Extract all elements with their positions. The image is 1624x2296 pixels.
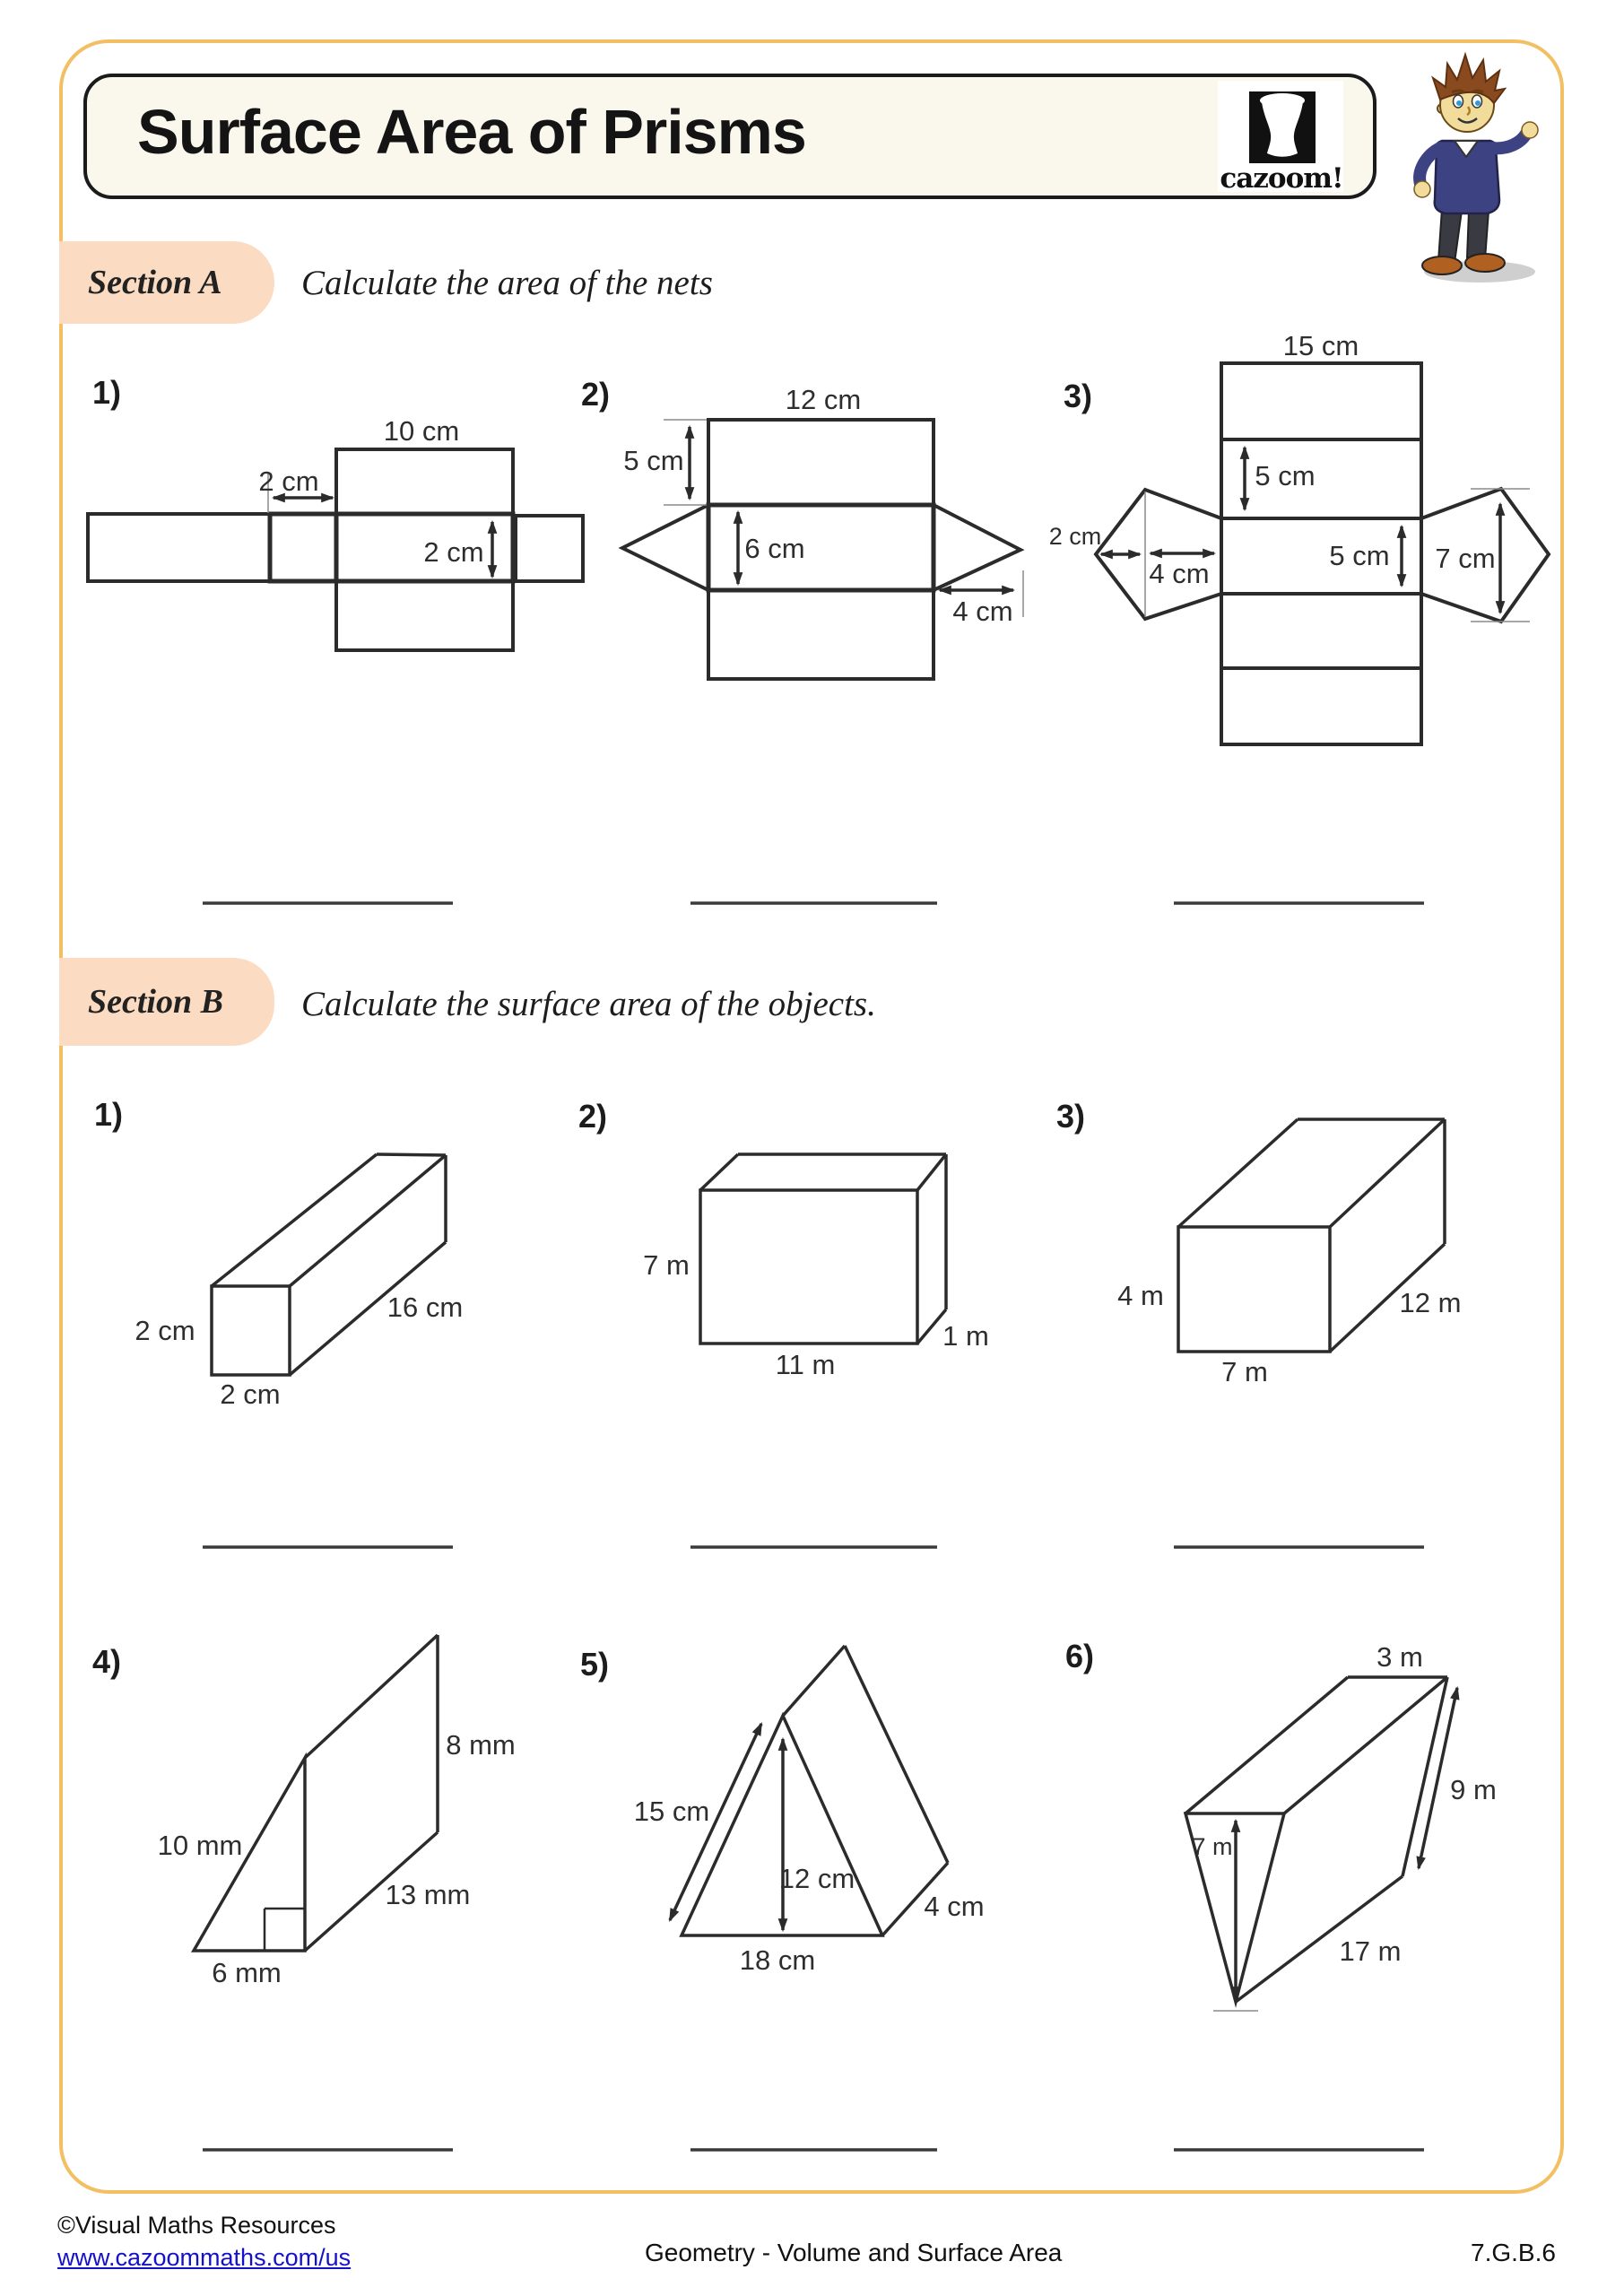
question-number-b4: 4) <box>92 1643 122 1680</box>
dimension-label: 2 cm <box>258 465 319 497</box>
footer-standard-code: 7.G.B.6 <box>1471 2239 1556 2266</box>
solid-2-figure <box>643 1154 989 1380</box>
dimension-label: 16 cm <box>386 1292 464 1323</box>
dimension-label: 4 cm <box>924 1891 985 1922</box>
dimension-label: 4 cm <box>1149 558 1210 589</box>
question-number-a3: 3) <box>1064 378 1093 414</box>
solid-3-figure <box>1117 1119 1461 1387</box>
dimension-label: 5 cm <box>1329 540 1390 571</box>
dimension-label: 7 m <box>1221 1356 1268 1387</box>
section-b-pill <box>59 958 274 1046</box>
dimension-label: 10 cm <box>383 415 460 447</box>
net-3-figure <box>1049 330 1549 744</box>
dimension-label: 12 cm <box>778 1863 855 1894</box>
cazoom-drum-icon <box>1220 91 1342 195</box>
dimension-label: 17 m <box>1339 1935 1402 1967</box>
dimension-label: 5 cm <box>623 445 684 476</box>
question-number-b3: 3) <box>1056 1098 1086 1135</box>
net-2-figure <box>622 384 1023 679</box>
question-number-b1: 1) <box>94 1096 124 1133</box>
solid-1-figure <box>135 1154 463 1410</box>
solid-6-figure <box>1185 1641 1497 2011</box>
section-a-instruction: Calculate the area of the nets <box>301 264 713 302</box>
dimension-label: 6 mm <box>212 1957 282 1988</box>
dimension-label: 6 cm <box>744 533 805 564</box>
section-a-pill <box>59 241 274 324</box>
dimension-label: 9 m <box>1450 1774 1497 1805</box>
dimension-label: 7 m <box>643 1249 690 1281</box>
question-number-b2: 2) <box>578 1098 608 1135</box>
dimension-label: 15 cm <box>633 1796 710 1827</box>
dimension-label: 2 cm <box>135 1315 195 1346</box>
dimension-label: 13 mm <box>385 1879 471 1910</box>
dimension-label: 4 cm <box>952 596 1013 627</box>
footer-category: Geometry - Volume and Surface Area <box>645 2239 1063 2266</box>
dimension-label: 18 cm <box>739 1944 816 1976</box>
dimension-label: 3 m <box>1376 1641 1423 1673</box>
dimension-label: 4 m <box>1117 1280 1164 1311</box>
dimension-label: 5 cm <box>1255 460 1316 491</box>
dimension-label: 2 cm <box>1048 523 1102 550</box>
question-number-b6: 6) <box>1065 1638 1095 1674</box>
brand-text: cazoom! <box>1220 162 1343 195</box>
footer-copyright: ©Visual Maths Resources <box>57 2212 336 2239</box>
dimension-label: 7 cm <box>1435 543 1496 574</box>
solid-4-figure <box>158 1635 516 1988</box>
net-1-figure <box>88 415 583 650</box>
dimension-label: 2 cm <box>423 536 484 568</box>
section-b-instruction: Calculate the surface area of the objects. <box>301 985 876 1023</box>
question-number-a1: 1) <box>92 374 122 411</box>
dimension-label: 2 cm <box>220 1378 281 1410</box>
dimension-label: 12 cm <box>785 384 862 415</box>
boy-thumbs-up-mascot-icon <box>1414 55 1538 283</box>
solid-5-figure <box>634 1646 985 1976</box>
dimension-label: 12 m <box>1399 1287 1462 1318</box>
dimension-label: 7 m <box>1192 1833 1233 1860</box>
dimension-label: 15 cm <box>1282 330 1359 361</box>
dimension-label: 8 mm <box>446 1729 516 1761</box>
dimension-label: 1 m <box>942 1320 989 1352</box>
dimension-label: 11 m <box>775 1349 836 1380</box>
page-title: Surface Area of Prisms <box>137 97 806 167</box>
section-a-label: Section A <box>88 264 222 301</box>
dimension-label: 10 mm <box>157 1830 243 1861</box>
section-b-label: Section B <box>88 983 223 1021</box>
question-number-b5: 5) <box>580 1646 610 1683</box>
question-number-a2: 2) <box>581 376 611 413</box>
footer-link[interactable]: www.cazoommaths.com/us <box>57 2244 352 2271</box>
